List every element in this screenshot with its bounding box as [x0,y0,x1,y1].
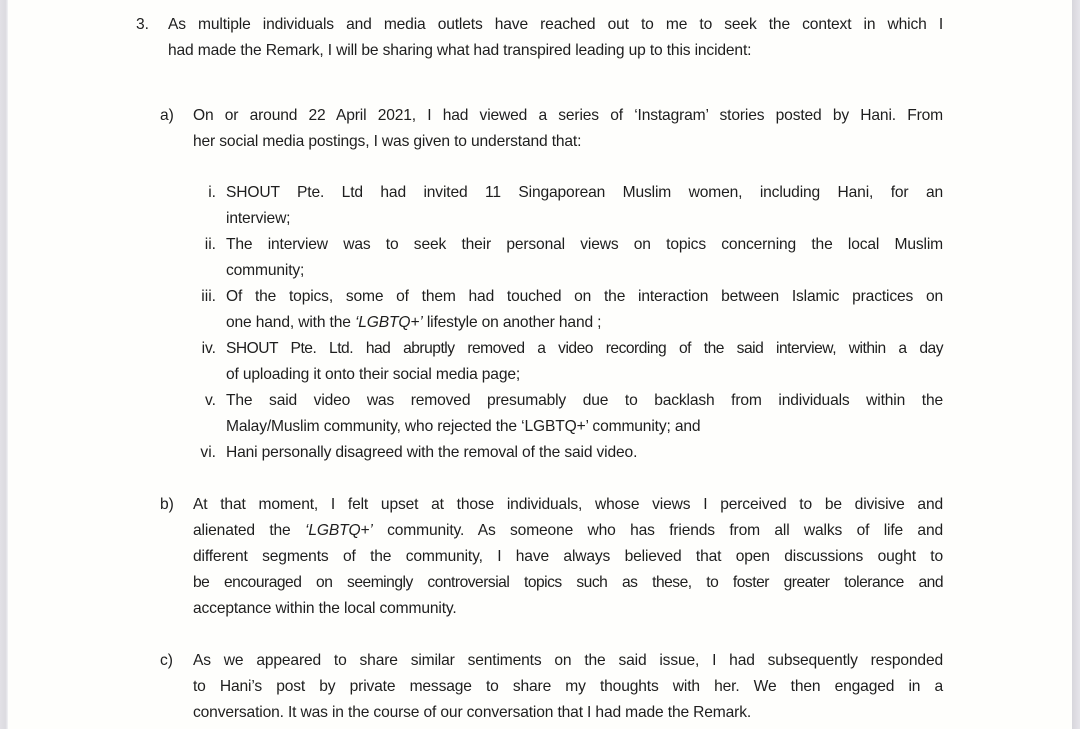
item-b-line-5: acceptance within the local community. [193,600,457,617]
item-c-line-2: to Hani’s post by private message to share my thoughts with her. We then engaged in a [193,678,943,695]
item-a-line-1: On or around 22 April 2021, I had viewed a series of ‘Instagram’ stories posted by Hani. From [193,107,943,124]
item-b-line-4: be encouraged on seemingly controversial topics such as these, to foster greater tolerance and [193,574,943,591]
item-marker-c: c) [160,652,173,669]
item-marker-a: a) [160,107,174,124]
item-a-line-2: her social media postings, I was given to understand that: [193,133,582,150]
item-b-line-2: alienated the ‘LGBTQ+’ community. As someone who has friends from all walks of life and [193,522,943,539]
subitem-iv-line-1: SHOUT Pte. Ltd. had abruptly removed a video recording of the said interview, within a day [226,340,943,357]
subitem-iii-line-2: one hand, with the ‘LGBTQ+’ lifestyle on another hand ; [226,314,602,331]
subitem-marker-v: v. [205,392,216,409]
lgbtq-italic-term: ‘LGBTQ+’ [305,522,373,539]
lgbtq-italic-term: ‘LGBTQ+’ [354,314,423,331]
section-line-1: As multiple individuals and media outlets have reached out to me to seek the context in which I [168,16,943,33]
subitem-ii-line-2: community; [226,262,305,279]
subitem-marker-iv: iv. [201,340,216,357]
section-number: 3. [136,16,150,33]
subitem-ii-line-1: The interview was to seek their personal views on topics concerning the local Muslim [226,236,943,253]
subitem-marker-iii: iii. [201,288,216,305]
item-b-line-3: different segments of the community, I have always believed that open discussions ought to [193,548,943,565]
item-b-line-1: At that moment, I felt upset at those individuals, whose views I perceived to be divisive and [193,496,943,513]
section-line-2: had made the Remark, I will be sharing what had transpired leading up to this incident: [168,42,752,59]
subitem-marker-ii: ii. [204,236,216,253]
item-marker-b: b) [160,496,174,513]
item-c-line-3: conversation. It was in the course of our conversation that I had made the Remark. [193,704,752,721]
subitem-v-line-1: The said video was removed presumably due to backlash from individuals within the [226,392,943,409]
subitem-iii-line-1: Of the topics, some of them had touched on the interaction between Islamic practices on [226,288,943,305]
subitem-v-line-2: Malay/Muslim community, who rejected the ‘LGBTQ+’ community; and [226,418,701,435]
subitem-i-line-2: interview; [226,210,291,227]
subitem-iv-line-2: of uploading it onto their social media page; [226,366,521,383]
subitem-marker-i: i. [208,184,216,201]
subitem-vi-line-1: Hani personally disagreed with the removal of the said video. [226,444,638,461]
subitem-marker-vi: vi. [200,444,216,461]
subitem-i-line-1: SHOUT Pte. Ltd had invited 11 Singaporean Muslim women, including Hani, for an [226,184,943,201]
item-c-line-1: As we appeared to share similar sentiments on the said issue, I had subsequently responded [193,652,943,669]
